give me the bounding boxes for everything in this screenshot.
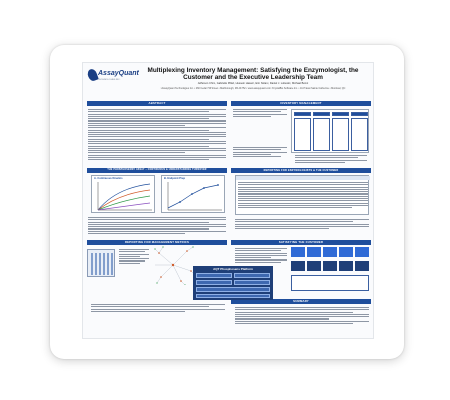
chart-endpoint-prep [161, 175, 225, 213]
phosphosens-text [88, 217, 226, 235]
section-bar-phosphosens: THE PHOSPHOSENS® ASSAY – CONTINUOUS & UNDERSTANDING TURNOVER [87, 168, 227, 173]
abstract-text [88, 109, 226, 161]
endpoint-plot [162, 176, 226, 214]
customer-tiles [291, 247, 369, 293]
inventory-notes [233, 147, 287, 158]
platform-cell [196, 294, 270, 298]
platform-title: AQT Phosphosens Platform [213, 267, 253, 271]
section-bar-satisfying: SATISFYING THE CUSTOMER [231, 240, 371, 245]
logo-mark-icon [86, 68, 99, 82]
kinase-plate-image [87, 249, 115, 277]
platform-diagram [193, 266, 273, 300]
customer-text [235, 248, 287, 264]
section-bar-abstract: ABSTRACT [87, 101, 227, 106]
inventory-diagram [291, 109, 369, 153]
kinetics-curves [92, 176, 156, 214]
platform-cell [234, 280, 270, 285]
poster-title: Multiplexing Inventory Management: Satisfying the Enzymologist, the Customer and the Executive Leadership Team [147, 67, 359, 82]
section-bar-inventory: INVENTORY MANAGEMENT [231, 101, 371, 106]
inventory-text [233, 109, 287, 118]
platform-cell [196, 287, 270, 292]
section-bar-leadership: REPORTING FOR MANAGEMENT METRICS [87, 240, 227, 245]
chart-a-label: A. Continuous Kinetics [94, 177, 123, 180]
section-bar-summary: SUMMARY [231, 299, 371, 304]
poster [82, 62, 374, 339]
platform-cell [196, 280, 232, 285]
platform-cell [196, 273, 232, 278]
summary-text [235, 307, 369, 325]
reporting-table [235, 175, 369, 215]
plate-legend [119, 249, 149, 265]
poster-affiliations: ¹AssayQuant Technologies Inc. • 260 Cedar Hill Street • Marlborough, MA 01752 • www.assayquant.com ²CrystalBio Software Inc. • 1117 East Sainte Catherine • Montréal, QC [160, 87, 346, 90]
logo-name: AssayQuant [98, 70, 139, 77]
poster-authors: Jefferson Chin¹, Gabrielle Pillai², Hussein Hasan², Erin Nolan¹, Daniel J. Lubeski¹, Michael Bonni [197, 82, 309, 85]
platform-cell [234, 273, 270, 278]
chart-b-label: B. Endpoint Prep [164, 177, 186, 180]
logo-tagline: TECHNOLOGIES INC. [98, 79, 121, 81]
reporting-text [235, 219, 369, 230]
kinome-network-icon [151, 245, 195, 285]
leadership-bullets [91, 304, 225, 313]
section-bar-reporting: REPORTING FOR ENZYMOLOGISTS & THE CUSTOMER [231, 168, 371, 173]
chart-continuous-kinetics [91, 175, 155, 213]
poster-header [83, 63, 374, 96]
assayquant-logo [88, 69, 139, 89]
inventory-bullets [295, 155, 367, 164]
